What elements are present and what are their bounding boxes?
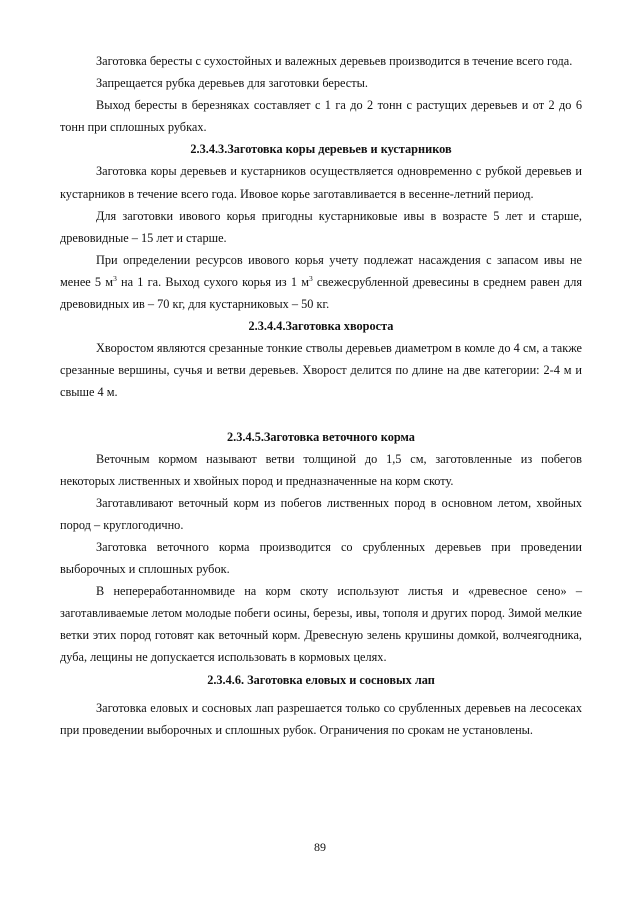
spacer xyxy=(60,404,582,426)
paragraph-twig-fodder-season: Заготавливают веточный корм из побегов лиственных пород в основном летом, хвойных пород – круглогодично. xyxy=(60,495,582,532)
paragraph-twig-fodder-usage: В непереработанномвиде на корм скоту используют листья и «древесное сено» – заготавливаемые летом молодые побеги осины, березы, ивы, тополя и других пород. Зимой мелкие ветки этих пород готовят как веточный корм. Древесную зелень крушины домкой, волчеягодника, дуба, лещины не допускается использовать в кормовых целях. xyxy=(60,584,582,665)
paragraph-birch-bark-yield: Выход бересты в березняках составляет с 1 га до 2 тонн с растущих деревьев и от 2 до 6 тонн при сплошных рубках. xyxy=(60,98,582,135)
page-number: 89 xyxy=(314,840,326,854)
text-fragment: свежесрубленной древесины в среднем равен для древовидных ив – 70 кг, для кустарниковых – 50 кг. xyxy=(60,274,582,312)
superscript: 3 xyxy=(113,273,117,283)
heading-brushwood-harvest: 2.3.4.4.Заготовка хвороста xyxy=(248,319,394,334)
paragraph-bark-timing: Заготовка коры деревьев и кустарников осуществляется одновременно с рубкой деревьев и кустарников в течение всего года. Ивовое корье заготавливается в весенне-летний период. xyxy=(60,164,582,201)
superscript: 3 xyxy=(308,273,313,283)
heading-bark-harvest: 2.3.4.3.Заготовка коры деревьев и кустарников xyxy=(190,142,452,157)
text-fragment: на 1 га. Выход сухого корья из 1 м xyxy=(116,274,309,289)
heading-twig-fodder: 2.3.4.5.Заготовка веточного корма xyxy=(227,429,415,444)
paragraph-birch-bark-harvest: Заготовка бересты с сухостойных и валежных деревьев производится в течение всего года. xyxy=(96,54,573,68)
paragraph-willow-age: Для заготовки ивового корья пригодны кустарниковые ивы в возрасте 5 лет и старше, древовидные – 15 лет и старше. xyxy=(60,208,582,245)
heading-spruce-pine-branches: 2.3.4.6. Заготовка еловых и сосновых лап xyxy=(207,672,435,687)
text-fragment: При определении ресурсов ивового корья учету подлежат насаждения с запасом ивы не менее 5 м xyxy=(60,252,582,289)
paragraph-twig-fodder-source: Заготовка веточного корма производится со срубленных деревьев при проведении выборочных и сплошных рубок. xyxy=(60,539,582,577)
paragraph-brushwood-definition: Хворостом являются срезанные тонкие стволы деревьев диаметром в комле до 4 см, а также срезанные вершины, сучья и ветви деревьев. Хворост делится по длине на две категории: 2-4 м и свыше 4 м. xyxy=(60,341,582,400)
paragraph-birch-bark-ban: Запрещается рубка деревьев для заготовки бересты. xyxy=(96,76,368,91)
paragraph-willow-resources xyxy=(60,249,582,315)
paragraph-twig-fodder-definition: Веточным кормом называют ветви толщиной до 1,5 см, заготовленные из побегов некоторых лиственных и хвойных пород и предназначенные на корм скоту. xyxy=(60,451,582,488)
page-body xyxy=(60,50,582,741)
paragraph-spruce-pine-branches: Заготовка еловых и сосновых лап разрешается только со срубленных деревьев на лесосеках при проведении выборочных и сплошных рубок. Ограничения по срокам не установлены. xyxy=(60,700,582,737)
